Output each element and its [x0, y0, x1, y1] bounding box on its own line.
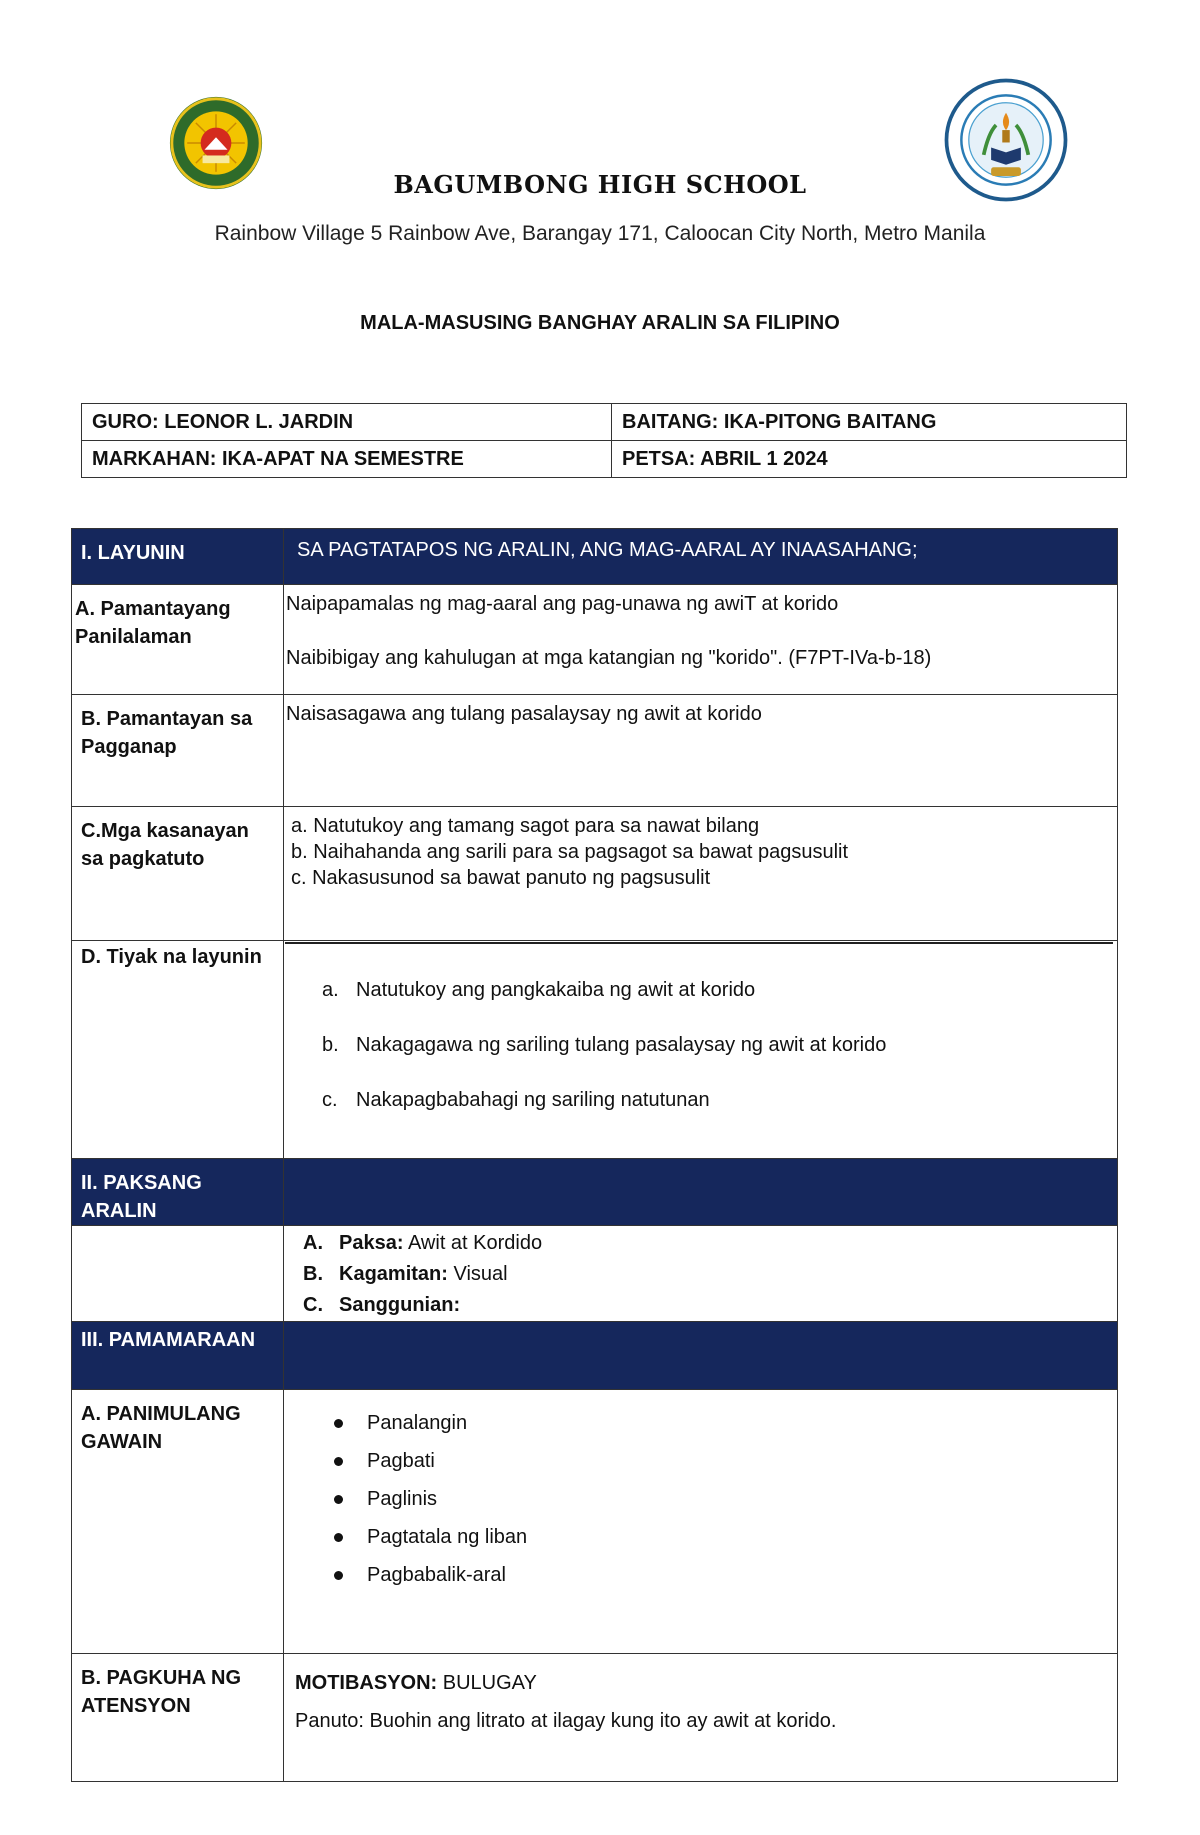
kasanayan-item: c. Nakasusunod sa bawat panuto ng pagsusulit — [291, 867, 711, 889]
pamantayang-panilalaman-row — [72, 585, 1118, 695]
school-name: BAGUMBONG HIGH SCHOOL — [393, 170, 807, 199]
sanggunian-item: C. Sanggunian: — [303, 1294, 461, 1316]
pamamaraan-label: III. PAMAMARAAN — [72, 1322, 284, 1390]
teacher-cell: GURO: LEONOR L. JARDIN — [82, 404, 612, 441]
kasanayan-item: a. Natutukoy ang tamang sagot para sa nawat bilang — [291, 815, 760, 837]
school-address: Rainbow Village 5 Rainbow Ave, Barangay 171, Caloocan City North, Metro Manila — [214, 222, 986, 245]
panimulang-gawain-list — [286, 1396, 1117, 1594]
gawain-item: Pagbati — [286, 1442, 1117, 1480]
kasanayan-row — [72, 807, 1118, 941]
layunin-label: I. LAYUNIN — [72, 529, 284, 585]
gawain-item: Panalangin — [286, 1404, 1117, 1442]
tiyak-na-layunin-label: D. Tiyak na layunin — [72, 941, 284, 1159]
paksa-item: A. Paksa: Awit at Kordido — [303, 1232, 543, 1254]
paksang-aralin-row — [72, 1226, 1118, 1322]
gawain-item: Pagbabalik-aral — [286, 1556, 1117, 1594]
tiyak-item: a. Natutukoy ang pangkakaiba ng awit at korido — [322, 979, 756, 1001]
layunin-header-row — [72, 529, 1118, 585]
grade-level-cell: BAITANG: IKA-PITONG BAITANG — [612, 404, 1127, 441]
gawain-item: Paglinis — [286, 1480, 1117, 1518]
gawain-item: Pagtatala ng liban — [286, 1518, 1117, 1556]
pamantayan-pagganap-label: B. Pamantayan sa Pagganap — [72, 695, 284, 807]
motibasyon-line: MOTIBASYON: BULUGAY — [295, 1672, 537, 1694]
kagamitan-item: B. Kagamitan: Visual — [303, 1263, 508, 1285]
layunin-intro: SA PAGTATAPOS NG ARALIN, ANG MAG-AARAL AY INAASAHANG; — [297, 539, 918, 561]
panilalaman-line-2: Naibibigay ang kahulugan at mga katangian ng "korido". (F7PT-IVa-b-18) — [286, 647, 932, 669]
bullet-icon — [334, 1457, 343, 1466]
bullet-icon — [334, 1533, 343, 1542]
bullet-icon — [334, 1495, 343, 1504]
section-divider-line — [285, 942, 1113, 944]
pagkuha-ng-atensyon-row — [72, 1654, 1118, 1782]
pagkuha-ng-atensyon-label: B. PAGKUHA NG ATENSYON — [72, 1654, 284, 1782]
panuto-line: Panuto: Buohin ang litrato at ilagay kung ito ay awit at korido. — [295, 1710, 837, 1732]
document-title: MALA-MASUSING BANGHAY ARALIN SA FILIPINO — [360, 312, 840, 334]
quarter-cell: MARKAHAN: IKA-APAT NA SEMESTRE — [82, 441, 612, 478]
lesson-plan-table — [71, 528, 1118, 1782]
pamantayang-panilalaman-label: A. Pamantayang Panilalaman — [72, 585, 284, 695]
info-table — [81, 403, 1127, 478]
date-cell: PETSA: ABRIL 1 2024 — [612, 441, 1127, 478]
panilalaman-line-1: Naipapamalas ng mag-aaral ang pag-unawa ng awiT at korido — [286, 593, 839, 615]
tiyak-list — [286, 977, 1117, 1113]
panimulang-gawain-label: A. PANIMULANG GAWAIN — [72, 1390, 284, 1654]
pamantayan-pagganap-row — [72, 695, 1118, 807]
kasanayan-item: b. Naihahanda ang sarili para sa pagsagot sa bawat pagsusulit — [291, 841, 849, 863]
paksang-aralin-header-row — [72, 1159, 1118, 1226]
panimulang-gawain-row — [72, 1390, 1118, 1654]
tiyak-na-layunin-row — [72, 941, 1118, 1159]
tiyak-item: b. Nakagagawa ng sariling tulang pasalaysay ng awit at korido — [322, 1034, 887, 1056]
tiyak-item: c. Nakapagbabahagi ng sariling natutunan — [322, 1089, 710, 1111]
paksang-aralin-list — [286, 1228, 1117, 1321]
paksang-aralin-label: II. PAKSANG ARALIN — [72, 1159, 284, 1226]
kasanayan-label: C.Mga kasanayan sa pagkatuto — [72, 807, 284, 941]
pamamaraan-header-row — [72, 1322, 1118, 1390]
pagganap-text: Naisasagawa ang tulang pasalaysay ng awit at korido — [286, 703, 762, 725]
bullet-icon — [334, 1419, 343, 1428]
bullet-icon — [334, 1571, 343, 1580]
